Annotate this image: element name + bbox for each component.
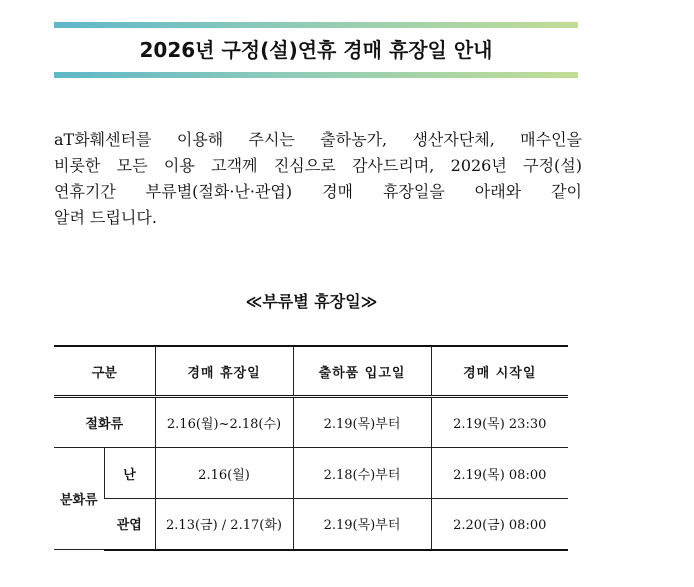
- header-closure: 경매 휴장일: [155, 346, 293, 397]
- intro-line-1: aT화훼센터를 이용해 주시는 출하농가, 생산자단체, 매수인을: [54, 130, 582, 149]
- closure-table: [54, 345, 568, 551]
- intro-line-4: 알려 드립니다.: [54, 208, 157, 227]
- page-title: 2026년 구정(설)연휴 경매 휴장일 안내: [139, 38, 493, 62]
- table-header-row: [54, 346, 568, 397]
- cut-flowers-closure: 2.16(월)~2.18(수): [155, 397, 293, 448]
- header-start: 경매 시작일: [431, 346, 568, 397]
- subcategory-foliage: 관엽: [104, 499, 155, 550]
- title-band: [54, 22, 578, 78]
- orchid-intake: 2.18(수)부터: [293, 448, 431, 499]
- subcategory-orchid: 난: [104, 448, 155, 499]
- orchid-start: 2.19(목) 08:00: [431, 448, 568, 499]
- foliage-closure: 2.13(금) / 2.17(화): [155, 499, 293, 550]
- title-bottom-rule: [54, 72, 578, 78]
- intro-paragraph: [54, 127, 582, 231]
- category-cut-flowers: 절화류: [54, 397, 155, 448]
- orchid-closure: 2.16(월): [155, 448, 293, 499]
- intro-line-3: 연휴기간 부류별(절화·난·관엽) 경매 휴장일을 아래와 같이: [54, 182, 582, 201]
- foliage-intake: 2.19(목)부터: [293, 499, 431, 550]
- table-row-cut-flowers: [54, 397, 568, 448]
- header-intake: 출하품 입고일: [293, 346, 431, 397]
- foliage-start: 2.20(금) 08:00: [431, 499, 568, 550]
- title-top-rule: [54, 22, 578, 28]
- category-potted-plants: 분화류: [54, 448, 104, 550]
- table-row-foliage: [54, 499, 568, 550]
- cut-flowers-intake: 2.19(목)부터: [293, 397, 431, 448]
- table-row-orchid: [54, 448, 568, 499]
- header-category: 구분: [54, 346, 155, 397]
- section-heading: ≪부류별 휴장일≫: [245, 292, 378, 311]
- intro-line-2: 비롯한 모든 이용 고객께 진심으로 감사드리며, 2026년 구정(설): [54, 156, 582, 175]
- cut-flowers-start: 2.19(목) 23:30: [431, 397, 568, 448]
